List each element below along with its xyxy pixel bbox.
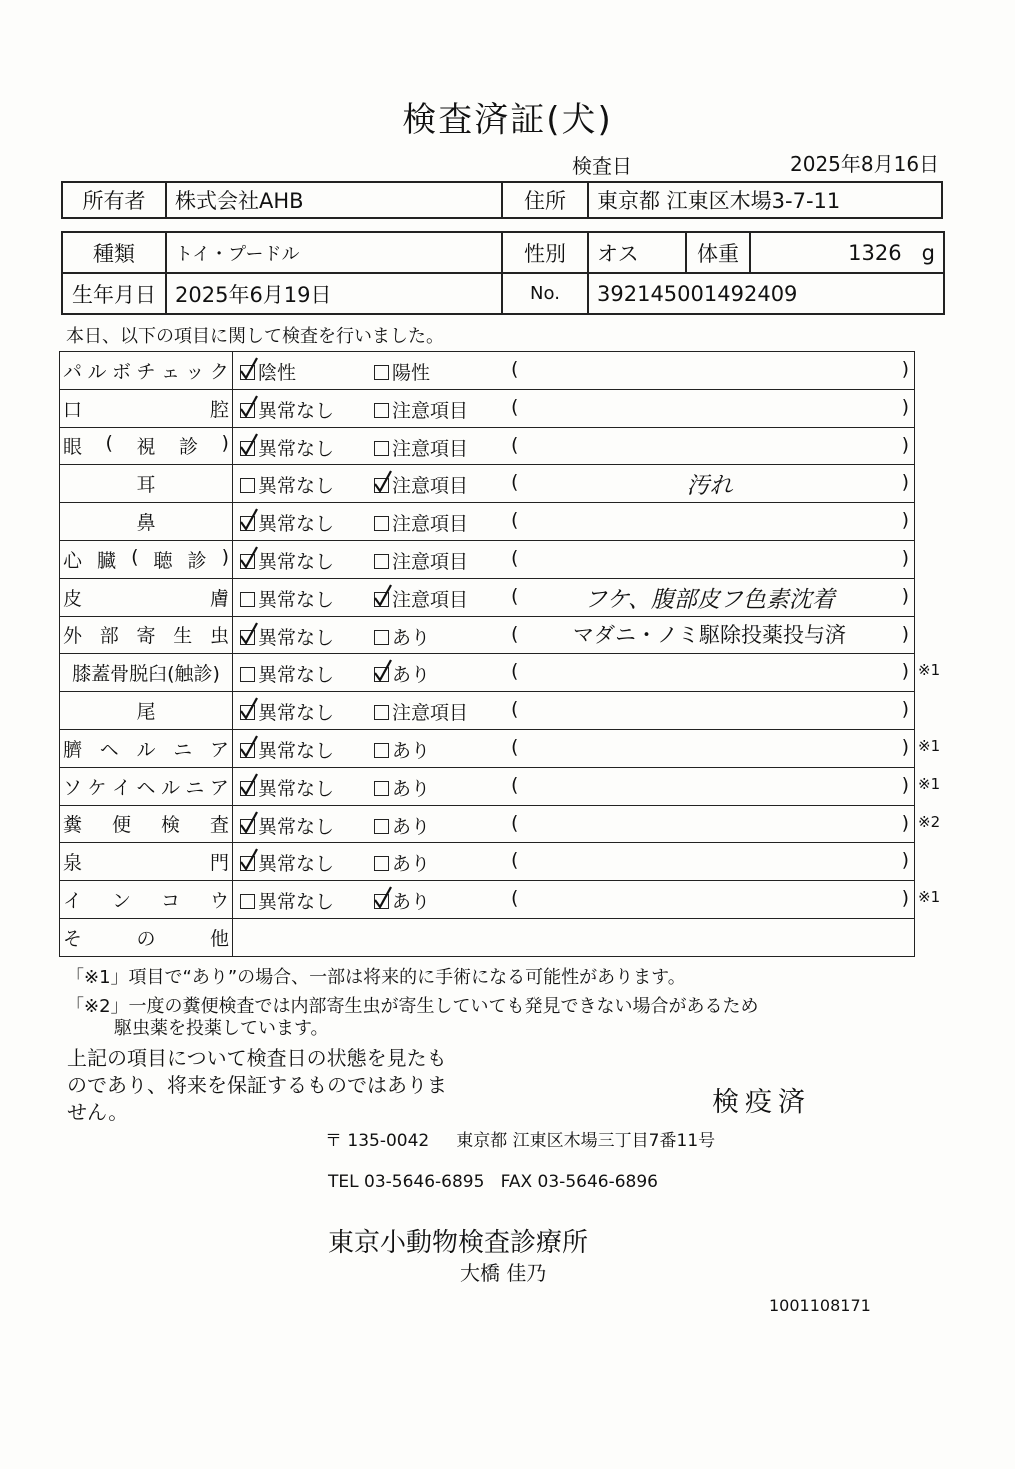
option-1-label: 異常なし bbox=[258, 777, 335, 800]
exam-item-label-text: 臍 ヘ ル ニ ア bbox=[63, 738, 229, 761]
checkbox[interactable] bbox=[240, 856, 255, 871]
other-value bbox=[233, 918, 915, 956]
exam-item-label bbox=[60, 578, 233, 616]
paren-open: ( bbox=[511, 358, 519, 380]
exam-item-result bbox=[233, 352, 915, 390]
quarantine-stamp: 検疫済 bbox=[712, 1087, 811, 1118]
option-2-label: あり bbox=[392, 777, 431, 800]
exam-row bbox=[60, 427, 915, 465]
paren-close: ) bbox=[901, 811, 909, 834]
footnote-mark: ※1 bbox=[918, 774, 941, 793]
exam-row bbox=[60, 805, 915, 843]
option-2[interactable] bbox=[374, 358, 430, 385]
paren-close: ) bbox=[901, 546, 909, 569]
exam-row bbox=[60, 465, 915, 503]
exam-item-label-text: パ ル ボ チ ェ ッ ク bbox=[63, 360, 229, 383]
option-2-label: あり bbox=[392, 739, 431, 762]
checkbox[interactable] bbox=[374, 592, 389, 607]
option-1[interactable] bbox=[240, 358, 296, 385]
checkbox[interactable] bbox=[374, 743, 389, 758]
option-1-label: 異常なし bbox=[258, 891, 335, 914]
birth-label: 生年月日 bbox=[62, 273, 166, 314]
checkbox[interactable] bbox=[374, 781, 389, 796]
exam-item-result bbox=[233, 692, 915, 730]
footnote-mark: ※2 bbox=[918, 812, 941, 831]
sex-label: 性別 bbox=[502, 232, 588, 273]
checkbox[interactable] bbox=[374, 667, 389, 682]
exam-row bbox=[60, 389, 915, 427]
exam-row bbox=[60, 843, 915, 881]
breed-label: 種類 bbox=[62, 232, 166, 273]
option-1[interactable] bbox=[240, 698, 334, 725]
checkbox[interactable] bbox=[240, 894, 255, 909]
checkbox[interactable] bbox=[240, 478, 255, 493]
address-value: 東京都 江東区木場3-7-11 bbox=[588, 182, 942, 218]
exam-item-result bbox=[233, 389, 915, 427]
paren-open: ( bbox=[511, 811, 519, 834]
weight-unit: g bbox=[921, 240, 935, 265]
option-1[interactable] bbox=[240, 812, 334, 839]
exam-item-label bbox=[60, 767, 233, 805]
weight-cell bbox=[750, 232, 944, 273]
checkbox[interactable] bbox=[374, 630, 389, 645]
exam-item-label bbox=[60, 616, 233, 654]
checkbox[interactable] bbox=[374, 894, 389, 909]
paren-open: ( bbox=[511, 546, 519, 569]
no-value: 392145001492409 bbox=[588, 273, 944, 314]
exam-item-label bbox=[60, 654, 233, 692]
weight-value: 1326 bbox=[848, 240, 902, 265]
exam-item-label-text: 心 臓 ( 聴 診 ) bbox=[63, 545, 229, 572]
postal-code: 〒 135-0042 bbox=[325, 1131, 430, 1151]
option-2-label: 陽性 bbox=[392, 362, 431, 384]
checkbox[interactable] bbox=[240, 554, 255, 569]
footnote-mark: ※1 bbox=[918, 661, 941, 680]
document-title: 検査済証(犬) bbox=[402, 100, 613, 140]
footnote-mark: ※1 bbox=[918, 737, 941, 755]
paren-open: ( bbox=[511, 622, 519, 645]
exam-item-label bbox=[60, 389, 233, 427]
option-1[interactable] bbox=[240, 849, 334, 876]
exam-item-result bbox=[233, 503, 915, 541]
exam-item-label bbox=[60, 540, 233, 578]
paren-close: ) bbox=[901, 395, 909, 418]
option-1-label: 異常なし bbox=[258, 702, 335, 725]
option-1[interactable] bbox=[240, 660, 334, 687]
paren-close: ) bbox=[901, 358, 909, 380]
checkbox[interactable] bbox=[240, 705, 255, 720]
checkbox[interactable] bbox=[374, 856, 389, 871]
exam-item-label bbox=[60, 729, 233, 767]
paren-open: ( bbox=[511, 395, 519, 418]
option-1-label: 異常なし bbox=[258, 739, 335, 762]
checkbox[interactable] bbox=[240, 403, 255, 418]
weight-label: 体重 bbox=[686, 232, 750, 273]
option-2[interactable] bbox=[374, 849, 430, 876]
option-1[interactable] bbox=[240, 509, 334, 536]
option-1-label: 異常なし bbox=[258, 815, 335, 838]
exam-item-label-text: 泉 門 bbox=[63, 852, 229, 875]
exam-item-result bbox=[233, 578, 915, 616]
exam-date-label: 検査日 bbox=[572, 154, 632, 178]
exam-item-label bbox=[60, 805, 233, 843]
option-1-label: 異常なし bbox=[258, 853, 335, 876]
paren-open: ( bbox=[511, 773, 519, 796]
serial-number: 1001108171 bbox=[769, 1296, 871, 1315]
option-1-label: 異常なし bbox=[258, 588, 335, 611]
option-2[interactable] bbox=[374, 623, 430, 650]
option-2-label: 注意項目 bbox=[392, 550, 469, 573]
option-1[interactable] bbox=[240, 585, 334, 612]
owner-label: 所有者 bbox=[62, 182, 166, 218]
no-label: No. bbox=[502, 273, 588, 314]
exam-note: マダニ・ノミ駆除投薬投与済 bbox=[573, 622, 846, 647]
exam-row bbox=[60, 503, 915, 541]
paren-open: ( bbox=[511, 471, 519, 494]
option-1-label: 異常なし bbox=[258, 513, 335, 536]
footnote-2-cont: 駆虫薬を投薬しています。 bbox=[114, 1018, 329, 1039]
exam-item-label-text: 糞 便 検 査 bbox=[63, 814, 229, 837]
paren-close: ) bbox=[901, 735, 909, 758]
paren-close: ) bbox=[901, 471, 909, 494]
breed-value: トイ・プードル bbox=[166, 232, 502, 273]
exam-item-label bbox=[60, 352, 233, 390]
paren-open: ( bbox=[511, 887, 519, 910]
exam-note: フケ、腹部皮フ色素沈着 bbox=[584, 586, 835, 613]
paren-close: ) bbox=[901, 773, 909, 796]
option-1-label: 陰性 bbox=[258, 362, 297, 384]
option-2[interactable] bbox=[374, 887, 430, 914]
option-1[interactable] bbox=[240, 396, 334, 423]
paren-open: ( bbox=[511, 660, 519, 683]
option-2[interactable] bbox=[374, 547, 468, 574]
option-2-label: 注意項目 bbox=[392, 399, 469, 422]
footnote-1: 「※1」項目で“あり”の場合、一部は将来的に手術になる可能性があります。 bbox=[66, 967, 686, 988]
exam-item-label-text: 鼻 bbox=[136, 512, 156, 535]
checkbox[interactable] bbox=[240, 781, 255, 796]
paren-close: ) bbox=[901, 660, 909, 683]
exam-item-label bbox=[60, 843, 233, 881]
address-label: 住所 bbox=[502, 182, 588, 218]
option-2-label: 注意項目 bbox=[392, 475, 469, 498]
clinic-address: 東京都 江東区木場三丁目7番11号 bbox=[456, 1131, 716, 1151]
exam-row bbox=[60, 767, 915, 805]
paren-close: ) bbox=[901, 433, 909, 456]
option-2[interactable] bbox=[374, 471, 468, 498]
checkbox[interactable] bbox=[374, 554, 389, 569]
option-2[interactable] bbox=[374, 774, 430, 801]
paren-open: ( bbox=[511, 849, 519, 872]
sex-value: オス bbox=[588, 232, 686, 273]
exam-row bbox=[60, 352, 915, 390]
paren-open: ( bbox=[511, 584, 519, 607]
owner-table bbox=[61, 181, 943, 219]
checkbox[interactable] bbox=[374, 365, 389, 380]
option-2[interactable] bbox=[374, 660, 430, 687]
option-1[interactable] bbox=[240, 623, 334, 650]
exam-item-label bbox=[60, 881, 233, 919]
option-2-label: 注意項目 bbox=[392, 437, 469, 460]
exam-table bbox=[59, 351, 915, 957]
option-1-label: 異常なし bbox=[258, 664, 335, 687]
paren-open: ( bbox=[511, 433, 519, 456]
paren-close: ) bbox=[901, 698, 909, 721]
footnote-2: 「※2」一度の糞便検査では内部寄生虫が寄生していても発見できない場合があるため bbox=[66, 996, 759, 1017]
fax: FAX 03-5646-6896 bbox=[500, 1172, 658, 1192]
exam-item-label-text: イ ン コ ウ bbox=[63, 890, 229, 913]
exam-item-result bbox=[233, 465, 915, 503]
exam-item-result bbox=[233, 654, 915, 692]
exam-item-label-text: 外 部 寄 生 虫 bbox=[63, 625, 229, 648]
checkbox[interactable] bbox=[240, 441, 255, 456]
checkbox[interactable] bbox=[374, 441, 389, 456]
exam-item-result bbox=[233, 427, 915, 465]
option-2[interactable] bbox=[374, 585, 468, 612]
pet-table bbox=[61, 231, 945, 315]
checkbox[interactable] bbox=[374, 516, 389, 531]
exam-item-label-text: 口 腔 bbox=[63, 398, 229, 421]
checkbox[interactable] bbox=[240, 365, 255, 380]
paren-close: ) bbox=[901, 622, 909, 645]
exam-item-label-text: 皮 膚 bbox=[63, 587, 229, 610]
clinic-name: 東京小動物検査診療所 bbox=[328, 1228, 589, 1258]
exam-item-label-text: 耳 bbox=[136, 474, 156, 497]
exam-row bbox=[60, 881, 915, 919]
option-2-label: あり bbox=[392, 664, 431, 687]
checkbox[interactable] bbox=[374, 478, 389, 493]
exam-item-label-text: ソ ケ イ ヘ ル ニ ア bbox=[63, 776, 229, 799]
paren-open: ( bbox=[511, 698, 519, 721]
exam-row bbox=[60, 654, 915, 692]
exam-item-label bbox=[60, 427, 233, 465]
exam-item-label-text: 尾 bbox=[136, 701, 156, 724]
exam-row bbox=[60, 616, 915, 654]
exam-item-result bbox=[233, 805, 915, 843]
option-2[interactable] bbox=[374, 434, 468, 461]
option-2[interactable] bbox=[374, 509, 468, 536]
exam-item-label-text: 眼 ( 視 診 ) bbox=[63, 432, 229, 459]
disclaimer: 上記の項目について検査日の状態を見たものであり、将来を保証するものではありません。 bbox=[67, 1046, 447, 1124]
exam-item-result bbox=[233, 881, 915, 919]
option-2-label: あり bbox=[392, 815, 431, 838]
exam-item-result bbox=[233, 767, 915, 805]
option-1[interactable] bbox=[240, 471, 334, 498]
checkbox[interactable] bbox=[240, 592, 255, 607]
other-label-cell bbox=[60, 918, 233, 956]
checkbox[interactable] bbox=[374, 705, 389, 720]
option-2-label: 注意項目 bbox=[392, 588, 469, 611]
option-2-label: 注意項目 bbox=[392, 513, 469, 536]
exam-row bbox=[60, 540, 915, 578]
paren-close: ) bbox=[901, 584, 909, 607]
option-1[interactable] bbox=[240, 547, 334, 574]
clinic-address-line bbox=[325, 1126, 715, 1151]
option-2-label: あり bbox=[392, 891, 431, 914]
option-2-label: 注意項目 bbox=[392, 702, 469, 725]
exam-date: 2025年8月16日 bbox=[790, 152, 940, 176]
exam-row bbox=[60, 578, 915, 616]
option-2-label: あり bbox=[392, 626, 431, 649]
option-2[interactable] bbox=[374, 812, 430, 839]
option-2[interactable] bbox=[374, 698, 468, 725]
exam-row bbox=[60, 692, 915, 730]
doctor-name: 大橋 佳乃 bbox=[460, 1261, 547, 1285]
paren-open: ( bbox=[511, 509, 519, 532]
option-1-label: 異常なし bbox=[258, 475, 335, 498]
birth-value: 2025年6月19日 bbox=[166, 273, 502, 314]
paren-open: ( bbox=[511, 735, 519, 758]
exam-note: 汚れ bbox=[686, 473, 733, 500]
checkbox[interactable] bbox=[240, 667, 255, 682]
paren-close: ) bbox=[901, 509, 909, 532]
option-1[interactable] bbox=[240, 887, 334, 914]
owner-value: 株式会社AHB bbox=[166, 182, 502, 218]
exam-row-other bbox=[60, 918, 915, 956]
option-1[interactable] bbox=[240, 774, 334, 801]
contact-line bbox=[328, 1172, 658, 1192]
exam-item-result bbox=[233, 616, 915, 654]
option-1-label: 異常なし bbox=[258, 550, 335, 573]
option-1[interactable] bbox=[240, 736, 334, 763]
option-2[interactable] bbox=[374, 736, 430, 763]
paren-close: ) bbox=[901, 887, 909, 910]
tel: TEL 03-5646-6895 bbox=[328, 1172, 485, 1192]
option-2-label: あり bbox=[392, 853, 431, 876]
exam-row bbox=[60, 729, 915, 767]
paren-close: ) bbox=[901, 849, 909, 872]
other-label: そ の 他 bbox=[63, 927, 229, 950]
option-1-label: 異常なし bbox=[258, 437, 335, 460]
checkbox[interactable] bbox=[240, 743, 255, 758]
exam-item-result bbox=[233, 540, 915, 578]
exam-item-label bbox=[60, 465, 233, 503]
option-2[interactable] bbox=[374, 396, 468, 423]
checkbox[interactable] bbox=[240, 630, 255, 645]
checkbox[interactable] bbox=[374, 403, 389, 418]
checkbox[interactable] bbox=[240, 516, 255, 531]
option-1[interactable] bbox=[240, 434, 334, 461]
exam-item-label bbox=[60, 692, 233, 730]
checkbox[interactable] bbox=[374, 819, 389, 834]
checkbox[interactable] bbox=[240, 819, 255, 834]
exam-item-result bbox=[233, 843, 915, 881]
option-1-label: 異常なし bbox=[258, 626, 335, 649]
option-1-label: 異常なし bbox=[258, 399, 335, 422]
exam-item-label bbox=[60, 503, 233, 541]
footnote-mark: ※1 bbox=[918, 888, 941, 907]
exam-item-label-text: 膝蓋骨脱臼(触診) bbox=[72, 663, 220, 686]
intro-text: 本日、以下の項目に関して検査を行いました。 bbox=[66, 326, 444, 347]
exam-item-result bbox=[233, 729, 915, 767]
